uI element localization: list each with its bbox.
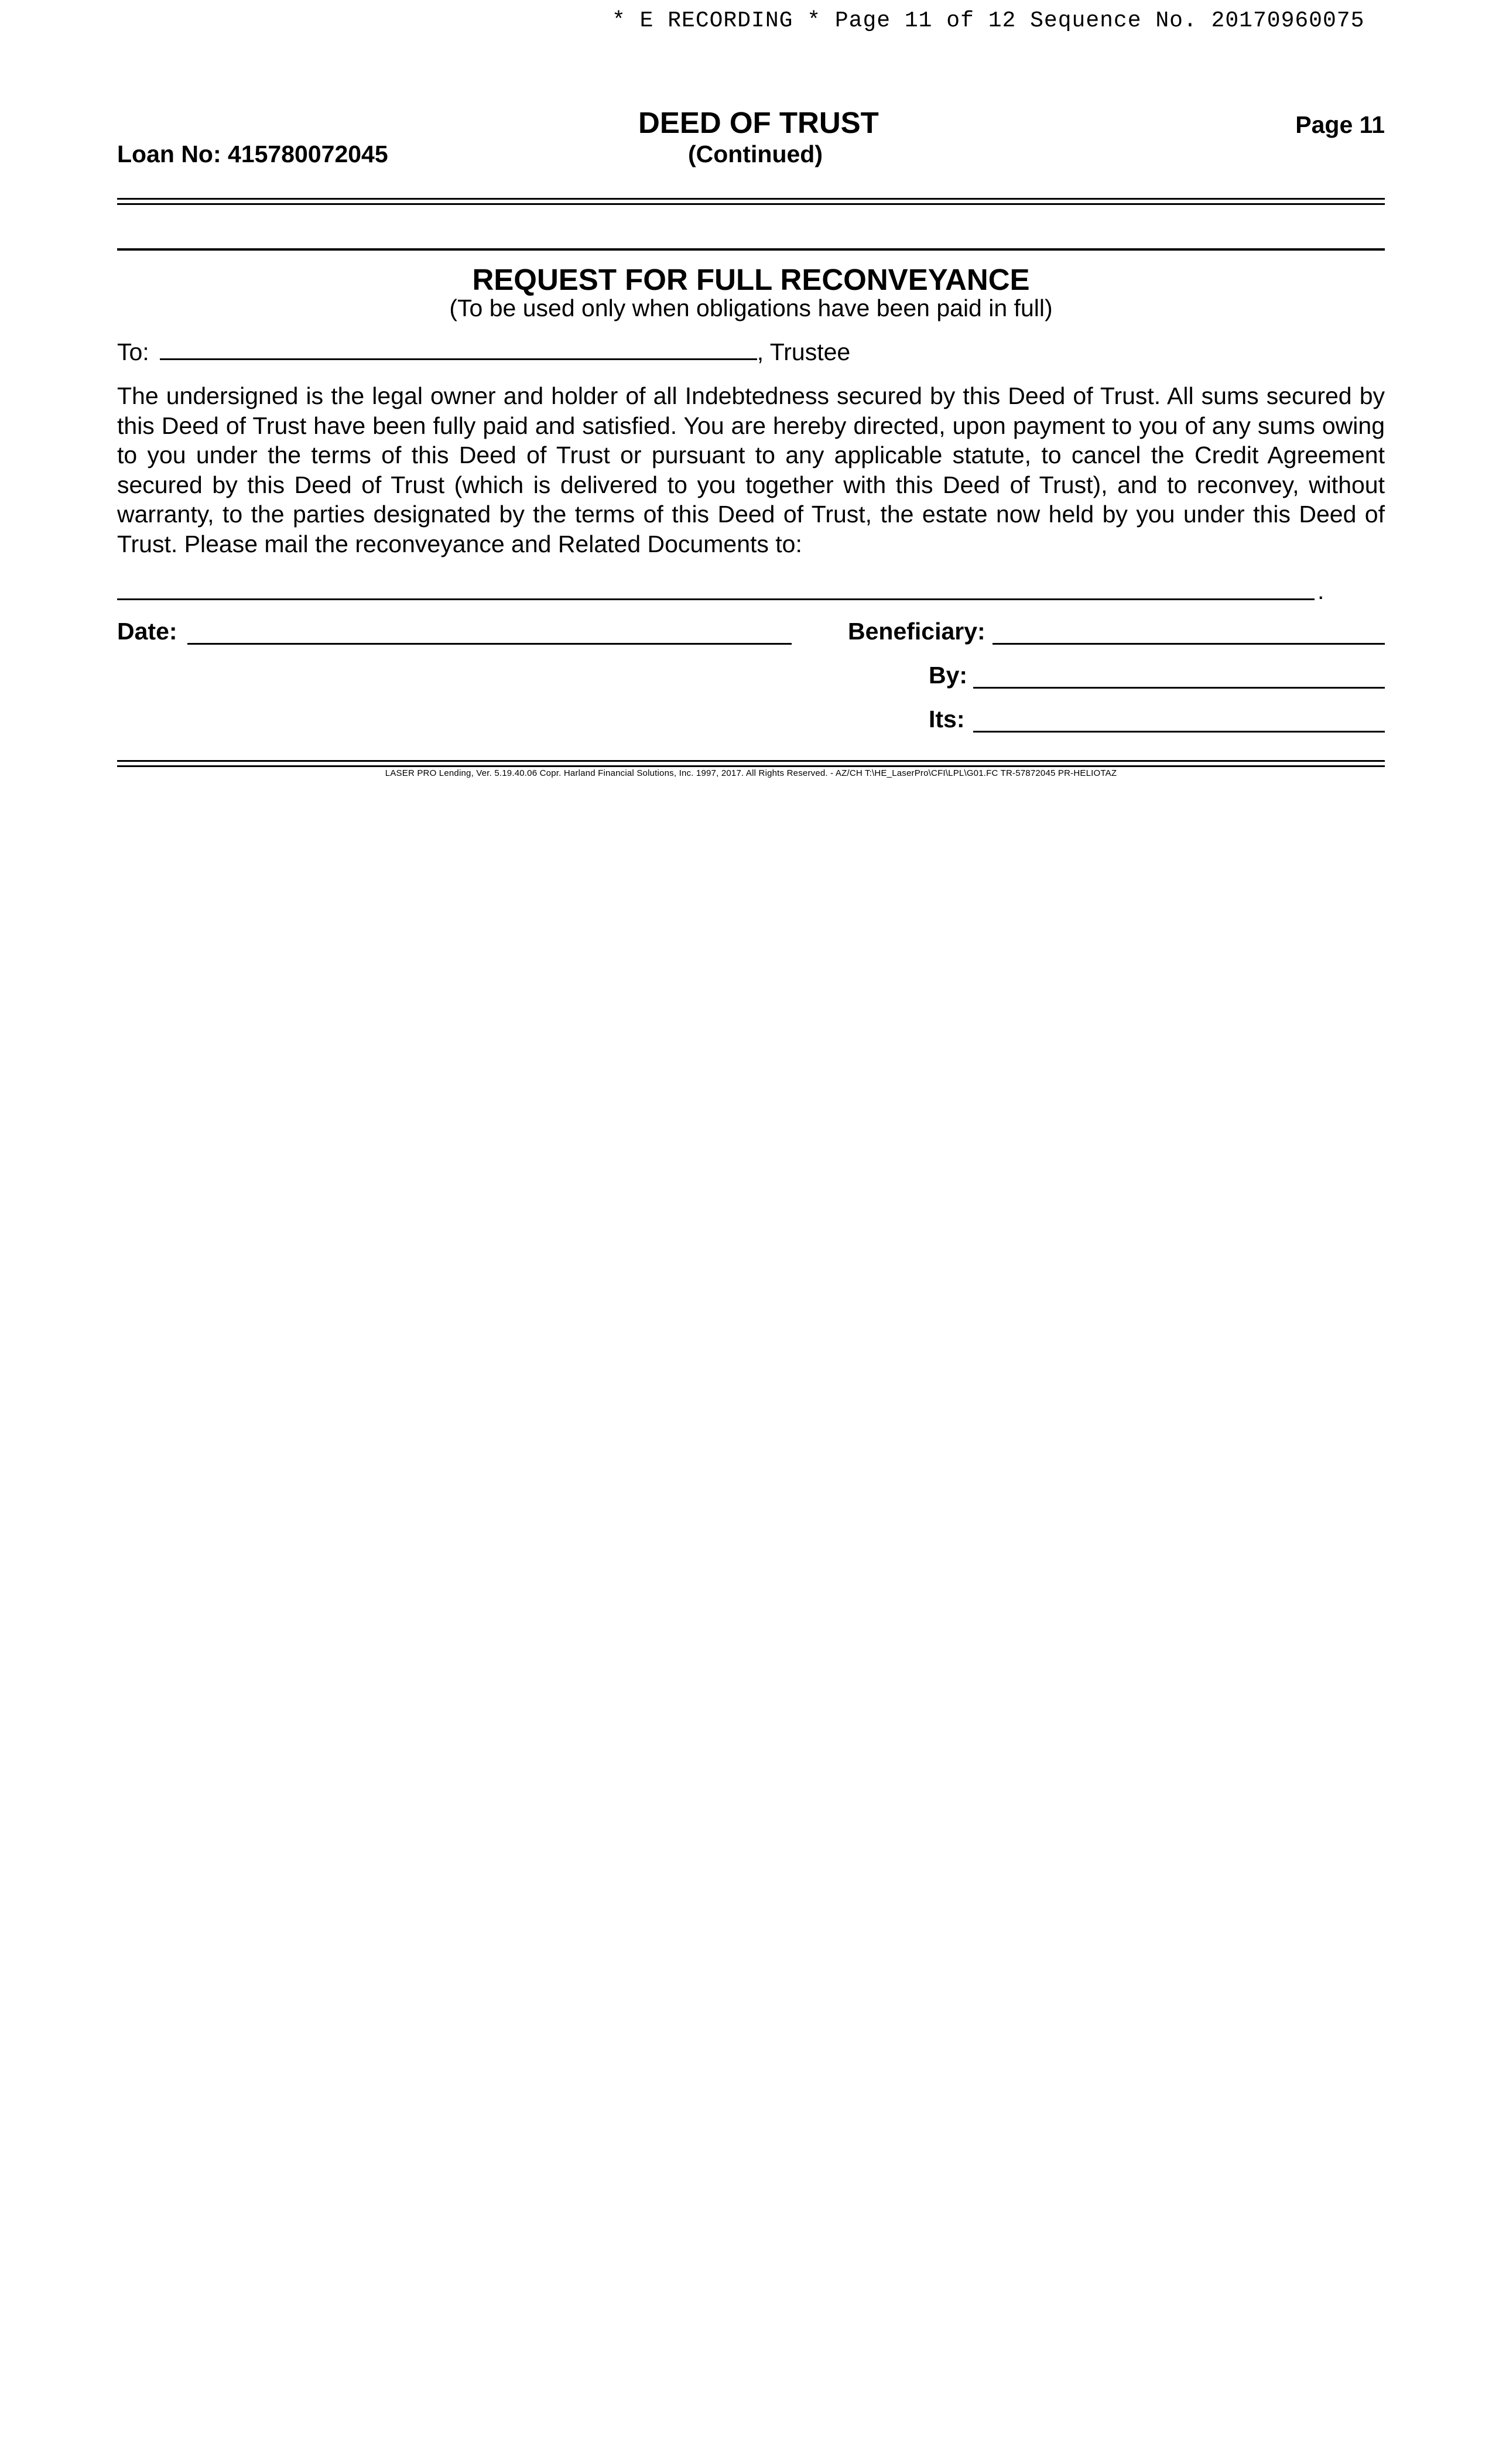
to-label: To: xyxy=(117,338,149,365)
section-subtitle: (To be used only when obligations have been paid in full) xyxy=(449,295,1053,321)
document-subtitle: (Continued) xyxy=(688,141,823,167)
beneficiary-label: Beneficiary: xyxy=(848,618,985,645)
section-divider xyxy=(117,248,1385,251)
recording-stamp: * E RECORDING * Page 11 of 12 Sequence No. 20170960075 xyxy=(612,8,1365,33)
reconveyance-body: The undersigned is the legal owner and holder of all Indebtedness secured by this Deed of Trust. All sums secured by this Deed of Trust have been fully paid and satisfied. You are hereby directed, upon payment to you of any sums owing to you under the terms of this Deed of Trust or pursuant to any applicable statute, to cancel the Credit Agreement secured by this Deed of Trust (which is delivered to you together with this Deed of Trust), and to reconvey, without warranty, to the parties designated by the terms of this Deed of Trust, the estate now held by you under this Deed of Trust. Please mail the reconveyance and Related Documents to: xyxy=(117,382,1385,557)
header-double-rule-top xyxy=(117,198,1385,200)
trustee-row xyxy=(117,338,850,366)
its-label: Its: xyxy=(929,706,965,733)
date-label: Date: xyxy=(117,618,177,645)
document-title: DEED OF TRUST xyxy=(638,106,879,139)
beneficiary-field[interactable] xyxy=(993,643,1385,645)
mail-to-address-field[interactable] xyxy=(117,598,1315,600)
mail-terminator: . xyxy=(1317,577,1325,604)
page-number: Page 11 xyxy=(1295,111,1385,138)
by-field[interactable] xyxy=(973,687,1385,689)
by-label: By: xyxy=(929,662,968,689)
its-field[interactable] xyxy=(973,731,1385,733)
section-title: REQUEST FOR FULL RECONVEYANCE xyxy=(472,263,1030,296)
trustee-suffix: , Trustee xyxy=(757,338,851,365)
footer-form-info: LASER PRO Lending, Ver. 5.19.40.06 Copr. Harland Financial Solutions, Inc. 1997, 2017. All Rights Reserved. - AZ/CH T:\HE_LaserPro\CFI\LPL\G01.FC TR-57872045 PR-HELIOTAZ xyxy=(385,768,1117,778)
date-field[interactable] xyxy=(187,643,792,645)
footer-double-rule-bottom xyxy=(117,765,1385,767)
loan-number: Loan No: 415780072045 xyxy=(117,141,388,167)
footer-double-rule-top xyxy=(117,760,1385,762)
header-double-rule-bottom xyxy=(117,203,1385,205)
trustee-name-field[interactable] xyxy=(160,338,757,360)
